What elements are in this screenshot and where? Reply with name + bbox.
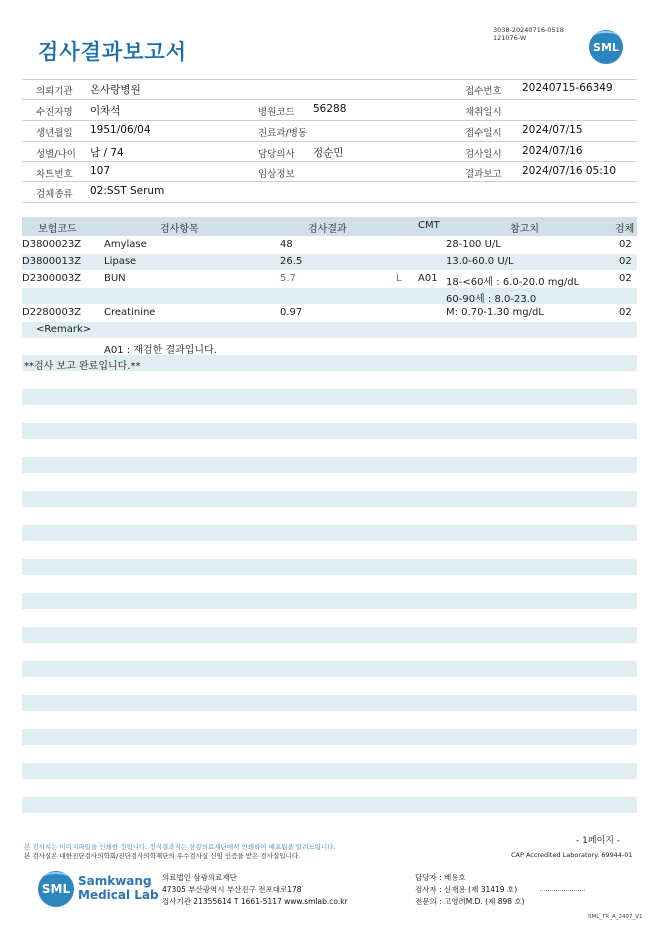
test-date-value: 2024/07/16 [522, 145, 583, 157]
test-date-label: 검사일시 [465, 149, 502, 160]
receipt-no-value: 20240715-66349 [522, 82, 613, 94]
footer-note: 본 검사지는 이미지파일을 인쇄한 것입니다. 정식결과지는 삼광의료재단에서 인쇄하여 배포됨을 알려드립니다. [24, 843, 336, 851]
stripe-band [22, 457, 637, 473]
col-item: 검사항목 [160, 224, 199, 235]
stripe-band [22, 797, 637, 813]
remark-text: A01 : 재검한 결과입니다. [104, 345, 217, 356]
sml-logo-icon: SML [589, 30, 623, 64]
hospital-code-value: 56288 [313, 103, 347, 115]
stripe-band [22, 763, 637, 779]
col-result: 검사결과 [308, 224, 347, 235]
hospital-code-label: 병원코드 [258, 107, 295, 118]
stripe-band [22, 695, 637, 711]
table-row: 60-90세 : 8.0-23.0 [446, 294, 537, 305]
col-code: 보험코드 [38, 224, 77, 235]
form-code: SML_TR_A_2407_V1 [588, 914, 643, 920]
receipt-no-label: 접수번호 [465, 86, 502, 97]
doctor-label: 담당의사 [258, 149, 295, 160]
page-number: - 1페이지 - [576, 836, 621, 846]
page-title: 검사결과보고서 [38, 40, 188, 64]
low-flag: L [396, 273, 402, 284]
doctor-value: 정순민 [313, 147, 344, 159]
cap-accreditation: CAP Accredited Laboratory. 69944-01 [511, 851, 633, 859]
stripe-band [22, 559, 637, 575]
col-ref: 참고치 [510, 224, 539, 235]
table-row: D3800023Z Amylase 48 28-100 U/L 02 [22, 239, 632, 250]
report-value: 2024/07/16 05:10 [522, 165, 617, 177]
sex-age-label: 성별/나이 [36, 149, 76, 160]
table-row: D2280003Z Creatinine 0.97 M: 0.70-1.30 mg/dL 02 [22, 307, 632, 318]
table-row: D3800013Z Lipase 26.5 13.0-60.0 U/L 02 [22, 256, 632, 267]
stripe-band [22, 729, 637, 745]
document-code: 3038-20240716-0518 121076-W [493, 26, 564, 42]
col-cmt: CMT [418, 220, 440, 231]
institution-label: 의뢰기관 [36, 86, 73, 97]
stripe-band [22, 389, 637, 405]
dept-label: 진료과/병동 [258, 128, 308, 139]
brand-name: Samkwang Medical Lab [78, 874, 159, 902]
receipt-date-value: 2024/07/15 [522, 124, 583, 136]
result-table-header [22, 217, 637, 236]
receipt-date-label: 접수일시 [465, 128, 502, 139]
signature-icon [540, 880, 585, 891]
stripe-band [22, 661, 637, 677]
patient-value: 이차석 [90, 105, 121, 117]
col-specimen: 검체 [615, 224, 635, 235]
birth-value: 1951/06/04 [90, 124, 151, 136]
clinical-label: 임상정보 [258, 169, 295, 180]
footer-note-accreditation: 본 검사실은 대한진단검사의학회/진단검사의학재단의 우수검사실 신임 인증을 받은 검사실입니다. [24, 852, 301, 860]
chart-value: 107 [90, 165, 111, 177]
stripe-band [22, 627, 637, 643]
stripe-band [22, 525, 637, 541]
report-label: 결과보고 [465, 169, 502, 180]
collect-date-label: 채취일시 [465, 107, 502, 118]
chart-label: 차트번호 [36, 169, 73, 180]
patient-label: 수진자명 [36, 107, 73, 118]
lab-address: 의료법인 삼광의료재단 47305 부산광역시 부산진구 전포대로178 검사기관 21355614 T 1661-5117 www.smlab.co.kr [162, 873, 348, 906]
specimen-value: 02:SST Serum [90, 185, 165, 197]
stripe-band [22, 593, 637, 609]
sex-age-value: 남 / 74 [90, 147, 124, 159]
remark-label: <Remark> [36, 324, 92, 335]
staff-info: 담당자 : 배용호 검사자 : 신재용 (제 31419 호) 전문의 : 고영려M.D. (제 898 호) [415, 873, 525, 906]
birth-label: 생년월일 [36, 128, 73, 139]
table-row: D2300003Z BUN 5.7 L A01 18-<60세 : 6.0-20.0 mg/dL 02 [22, 273, 632, 288]
complete-text: **검사 보고 완료입니다.** [24, 361, 141, 372]
sml-logo-icon: SML [38, 871, 74, 907]
stripe-band [22, 491, 637, 507]
stripe-band [22, 423, 637, 439]
institution-value: 온사랑병원 [90, 84, 141, 96]
specimen-label: 검체종류 [36, 189, 73, 200]
